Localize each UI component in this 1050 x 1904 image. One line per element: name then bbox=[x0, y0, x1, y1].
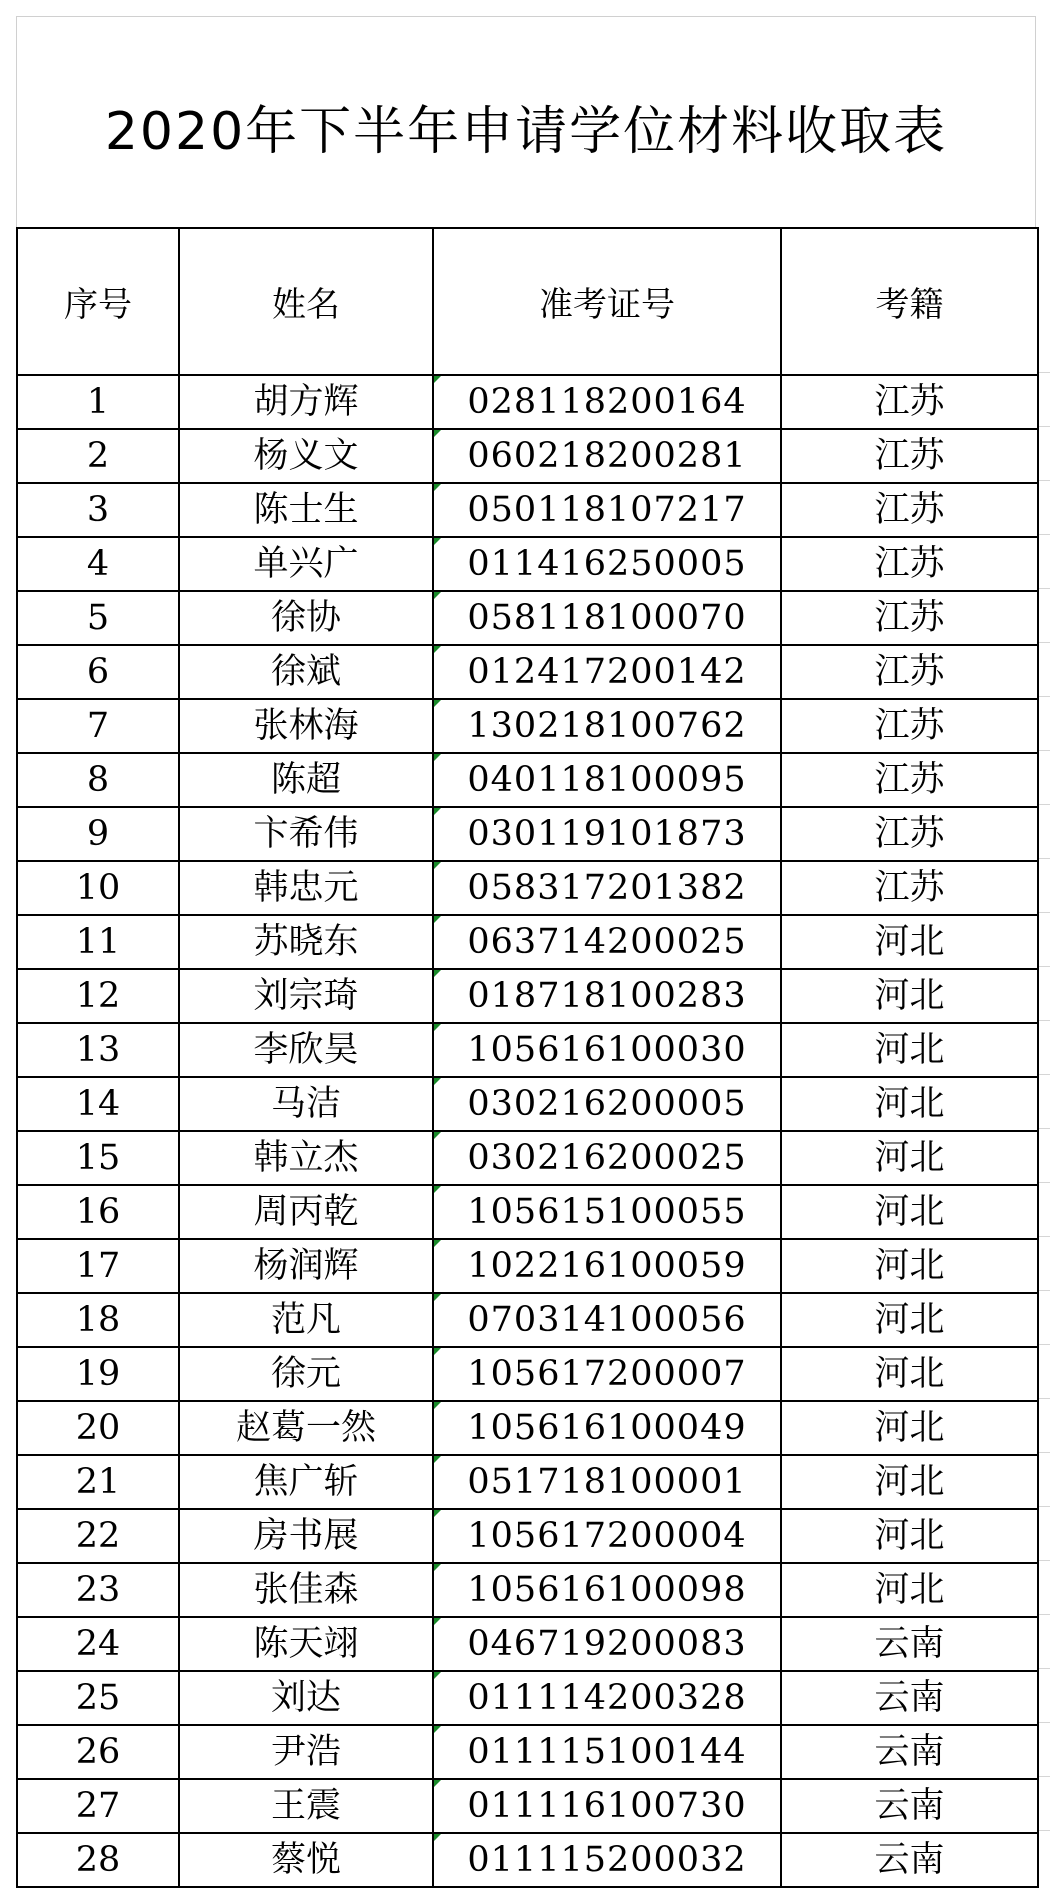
gridline bbox=[1038, 1668, 1050, 1669]
registration-region-cell[interactable]: 江苏 bbox=[781, 645, 1038, 699]
admission-ticket-number-cell[interactable]: 011115100144 bbox=[433, 1725, 781, 1779]
gridline bbox=[1038, 1236, 1050, 1237]
serial-number-cell[interactable]: 15 bbox=[17, 1131, 179, 1185]
registration-region-cell[interactable]: 云南 bbox=[781, 1617, 1038, 1671]
serial-number-cell[interactable]: 18 bbox=[17, 1293, 179, 1347]
title-cell[interactable] bbox=[16, 16, 1036, 227]
header-name[interactable]: 姓名 bbox=[179, 228, 433, 375]
serial-number-cell[interactable]: 8 bbox=[17, 753, 179, 807]
serial-number-cell[interactable]: 24 bbox=[17, 1617, 179, 1671]
serial-number-cell[interactable]: 26 bbox=[17, 1725, 179, 1779]
name-cell[interactable]: 韩立杰 bbox=[179, 1131, 433, 1185]
name-cell[interactable]: 杨润辉 bbox=[179, 1239, 433, 1293]
table-row bbox=[17, 1185, 1038, 1239]
gridline bbox=[1038, 1344, 1050, 1345]
admission-ticket-number-cell[interactable]: 130218100762 bbox=[433, 699, 781, 753]
name-cell[interactable]: 蔡悦 bbox=[179, 1833, 433, 1887]
admission-ticket-number-cell[interactable]: 030216200025 bbox=[433, 1131, 781, 1185]
admission-ticket-number-cell[interactable]: 105617200007 bbox=[433, 1347, 781, 1401]
gridline bbox=[1038, 480, 1050, 481]
table-row bbox=[17, 1779, 1038, 1833]
gridline bbox=[1038, 1506, 1050, 1507]
name-cell[interactable]: 杨义文 bbox=[179, 429, 433, 483]
gridline bbox=[1038, 1398, 1050, 1399]
table-row bbox=[17, 1293, 1038, 1347]
table-row bbox=[17, 645, 1038, 699]
name-cell[interactable]: 焦广斩 bbox=[179, 1455, 433, 1509]
name-cell[interactable]: 单兴广 bbox=[179, 537, 433, 591]
data-table bbox=[16, 227, 1039, 1888]
gridline bbox=[1038, 1614, 1050, 1615]
table-row bbox=[17, 1077, 1038, 1131]
gridline bbox=[1038, 912, 1050, 913]
registration-region-cell[interactable]: 河北 bbox=[781, 1077, 1038, 1131]
serial-number-cell[interactable]: 7 bbox=[17, 699, 179, 753]
table-row bbox=[17, 915, 1038, 969]
table-row bbox=[17, 861, 1038, 915]
registration-region-cell[interactable]: 江苏 bbox=[781, 537, 1038, 591]
admission-ticket-number-cell[interactable]: 060218200281 bbox=[433, 429, 781, 483]
name-cell[interactable]: 刘达 bbox=[179, 1671, 433, 1725]
serial-number-cell[interactable]: 23 bbox=[17, 1563, 179, 1617]
serial-number-cell[interactable]: 5 bbox=[17, 591, 179, 645]
header-serial-number[interactable]: 序号 bbox=[17, 228, 179, 375]
spreadsheet bbox=[16, 16, 1036, 1888]
admission-ticket-number-cell[interactable]: 012417200142 bbox=[433, 645, 781, 699]
serial-number-cell[interactable]: 9 bbox=[17, 807, 179, 861]
table-row bbox=[17, 1563, 1038, 1617]
admission-ticket-number-cell[interactable]: 011416250005 bbox=[433, 537, 781, 591]
serial-number-cell[interactable]: 13 bbox=[17, 1023, 179, 1077]
table-row bbox=[17, 699, 1038, 753]
table-row bbox=[17, 1617, 1038, 1671]
name-cell[interactable]: 李欣昊 bbox=[179, 1023, 433, 1077]
table-row bbox=[17, 1401, 1038, 1455]
name-cell[interactable]: 胡方辉 bbox=[179, 375, 433, 429]
serial-number-cell[interactable]: 17 bbox=[17, 1239, 179, 1293]
table-row bbox=[17, 1239, 1038, 1293]
registration-region-cell[interactable]: 河北 bbox=[781, 1239, 1038, 1293]
name-cell[interactable]: 陈超 bbox=[179, 753, 433, 807]
table-row bbox=[17, 1347, 1038, 1401]
gridline bbox=[1038, 1776, 1050, 1777]
serial-number-cell[interactable]: 25 bbox=[17, 1671, 179, 1725]
name-cell[interactable]: 刘宗琦 bbox=[179, 969, 433, 1023]
gridline bbox=[1038, 1182, 1050, 1183]
gridline bbox=[1038, 588, 1050, 589]
table-row bbox=[17, 1131, 1038, 1185]
gridline bbox=[1038, 696, 1050, 697]
name-cell[interactable]: 赵葛一然 bbox=[179, 1401, 433, 1455]
registration-region-cell[interactable]: 江苏 bbox=[781, 429, 1038, 483]
header-registration-region[interactable]: 考籍 bbox=[781, 228, 1038, 375]
table-row bbox=[17, 591, 1038, 645]
gridline bbox=[1038, 1830, 1050, 1831]
name-cell[interactable]: 王震 bbox=[179, 1779, 433, 1833]
registration-region-cell[interactable]: 河北 bbox=[781, 915, 1038, 969]
admission-ticket-number-cell[interactable]: 046719200083 bbox=[433, 1617, 781, 1671]
serial-number-cell[interactable]: 14 bbox=[17, 1077, 179, 1131]
serial-number-cell[interactable]: 4 bbox=[17, 537, 179, 591]
name-cell[interactable]: 徐元 bbox=[179, 1347, 433, 1401]
table-row bbox=[17, 969, 1038, 1023]
serial-number-cell[interactable]: 2 bbox=[17, 429, 179, 483]
gridline bbox=[1038, 372, 1050, 373]
name-cell[interactable]: 陈士生 bbox=[179, 483, 433, 537]
registration-region-cell[interactable]: 河北 bbox=[781, 1131, 1038, 1185]
gridline bbox=[1038, 1128, 1050, 1129]
registration-region-cell[interactable]: 江苏 bbox=[781, 483, 1038, 537]
admission-ticket-number-cell[interactable]: 105616100098 bbox=[433, 1563, 781, 1617]
table-row bbox=[17, 1509, 1038, 1563]
admission-ticket-number-cell[interactable]: 063714200025 bbox=[433, 915, 781, 969]
table-row bbox=[17, 1725, 1038, 1779]
admission-ticket-number-cell[interactable]: 030119101873 bbox=[433, 807, 781, 861]
sheet-gridlines bbox=[1038, 372, 1050, 1892]
serial-number-cell[interactable]: 1 bbox=[17, 375, 179, 429]
registration-region-cell[interactable]: 江苏 bbox=[781, 807, 1038, 861]
gridline bbox=[1038, 858, 1050, 859]
table-row bbox=[17, 1671, 1038, 1725]
registration-region-cell[interactable]: 江苏 bbox=[781, 861, 1038, 915]
serial-number-cell[interactable]: 21 bbox=[17, 1455, 179, 1509]
admission-ticket-number-cell[interactable]: 040118100095 bbox=[433, 753, 781, 807]
registration-region-cell[interactable]: 江苏 bbox=[781, 699, 1038, 753]
table-row bbox=[17, 753, 1038, 807]
serial-number-cell[interactable]: 20 bbox=[17, 1401, 179, 1455]
admission-ticket-number-cell[interactable]: 028118200164 bbox=[433, 375, 781, 429]
table-row bbox=[17, 429, 1038, 483]
name-cell[interactable]: 陈天翊 bbox=[179, 1617, 433, 1671]
header-admission-ticket-number[interactable]: 准考证号 bbox=[433, 228, 781, 375]
gridline bbox=[1038, 426, 1050, 427]
registration-region-cell[interactable]: 河北 bbox=[781, 969, 1038, 1023]
name-cell[interactable]: 张林海 bbox=[179, 699, 433, 753]
name-cell[interactable]: 徐斌 bbox=[179, 645, 433, 699]
table-row bbox=[17, 537, 1038, 591]
gridline bbox=[1038, 1722, 1050, 1723]
gridline bbox=[1038, 966, 1050, 967]
admission-ticket-number-cell[interactable]: 070314100056 bbox=[433, 1293, 781, 1347]
admission-ticket-number-cell[interactable]: 105616100030 bbox=[433, 1023, 781, 1077]
serial-number-cell[interactable]: 22 bbox=[17, 1509, 179, 1563]
registration-region-cell[interactable]: 江苏 bbox=[781, 591, 1038, 645]
admission-ticket-number-cell[interactable]: 011114200328 bbox=[433, 1671, 781, 1725]
serial-number-cell[interactable]: 11 bbox=[17, 915, 179, 969]
registration-region-cell[interactable]: 河北 bbox=[781, 1023, 1038, 1077]
name-cell[interactable]: 张佳森 bbox=[179, 1563, 433, 1617]
name-cell[interactable]: 范凡 bbox=[179, 1293, 433, 1347]
gridline bbox=[1038, 1560, 1050, 1561]
admission-ticket-number-cell[interactable]: 102216100059 bbox=[433, 1239, 781, 1293]
registration-region-cell[interactable]: 河北 bbox=[781, 1455, 1038, 1509]
gridline bbox=[1038, 1290, 1050, 1291]
registration-region-cell[interactable]: 河北 bbox=[781, 1293, 1038, 1347]
table-row bbox=[17, 807, 1038, 861]
registration-region-cell[interactable]: 河北 bbox=[781, 1401, 1038, 1455]
name-cell[interactable]: 周丙乾 bbox=[179, 1185, 433, 1239]
registration-region-cell[interactable]: 江苏 bbox=[781, 375, 1038, 429]
registration-region-cell[interactable]: 云南 bbox=[781, 1671, 1038, 1725]
admission-ticket-number-cell[interactable]: 058317201382 bbox=[433, 861, 781, 915]
registration-region-cell[interactable]: 河北 bbox=[781, 1347, 1038, 1401]
gridline bbox=[1038, 1452, 1050, 1453]
admission-ticket-number-cell[interactable]: 030216200005 bbox=[433, 1077, 781, 1131]
admission-ticket-number-cell[interactable]: 050118107217 bbox=[433, 483, 781, 537]
table-row bbox=[17, 483, 1038, 537]
serial-number-cell[interactable]: 3 bbox=[17, 483, 179, 537]
registration-region-cell[interactable]: 河北 bbox=[781, 1185, 1038, 1239]
serial-number-cell[interactable]: 16 bbox=[17, 1185, 179, 1239]
registration-region-cell[interactable]: 云南 bbox=[781, 1779, 1038, 1833]
page-title: 2020年下半年申请学位材料收取表 bbox=[104, 101, 948, 162]
table-row bbox=[17, 375, 1038, 429]
admission-ticket-number-cell[interactable]: 011115200032 bbox=[433, 1833, 781, 1887]
registration-region-cell[interactable]: 云南 bbox=[781, 1725, 1038, 1779]
table-row bbox=[17, 1023, 1038, 1077]
name-cell[interactable]: 尹浩 bbox=[179, 1725, 433, 1779]
gridline bbox=[1038, 1020, 1050, 1021]
gridline bbox=[1038, 534, 1050, 535]
name-cell[interactable]: 徐协 bbox=[179, 591, 433, 645]
gridline bbox=[1038, 1074, 1050, 1075]
admission-ticket-number-cell[interactable]: 105616100049 bbox=[433, 1401, 781, 1455]
serial-number-cell[interactable]: 27 bbox=[17, 1779, 179, 1833]
admission-ticket-number-cell[interactable]: 105615100055 bbox=[433, 1185, 781, 1239]
name-cell[interactable]: 韩忠元 bbox=[179, 861, 433, 915]
registration-region-cell[interactable]: 河北 bbox=[781, 1509, 1038, 1563]
admission-ticket-number-cell[interactable]: 105617200004 bbox=[433, 1509, 781, 1563]
admission-ticket-number-cell[interactable]: 051718100001 bbox=[433, 1455, 781, 1509]
serial-number-cell[interactable]: 10 bbox=[17, 861, 179, 915]
serial-number-cell[interactable]: 28 bbox=[17, 1833, 179, 1887]
name-cell[interactable]: 马洁 bbox=[179, 1077, 433, 1131]
admission-ticket-number-cell[interactable]: 011116100730 bbox=[433, 1779, 781, 1833]
name-cell[interactable]: 卞希伟 bbox=[179, 807, 433, 861]
serial-number-cell[interactable]: 6 bbox=[17, 645, 179, 699]
registration-region-cell[interactable]: 河北 bbox=[781, 1563, 1038, 1617]
registration-region-cell[interactable]: 云南 bbox=[781, 1833, 1038, 1887]
gridline bbox=[1038, 750, 1050, 751]
admission-ticket-number-cell[interactable]: 058118100070 bbox=[433, 591, 781, 645]
serial-number-cell[interactable]: 19 bbox=[17, 1347, 179, 1401]
gridline bbox=[1038, 642, 1050, 643]
table-row bbox=[17, 1833, 1038, 1887]
name-cell[interactable]: 房书展 bbox=[179, 1509, 433, 1563]
table-row bbox=[17, 1455, 1038, 1509]
name-cell[interactable]: 苏晓东 bbox=[179, 915, 433, 969]
admission-ticket-number-cell[interactable]: 018718100283 bbox=[433, 969, 781, 1023]
serial-number-cell[interactable]: 12 bbox=[17, 969, 179, 1023]
gridline bbox=[1038, 804, 1050, 805]
registration-region-cell[interactable]: 江苏 bbox=[781, 753, 1038, 807]
header-row bbox=[17, 228, 1038, 375]
